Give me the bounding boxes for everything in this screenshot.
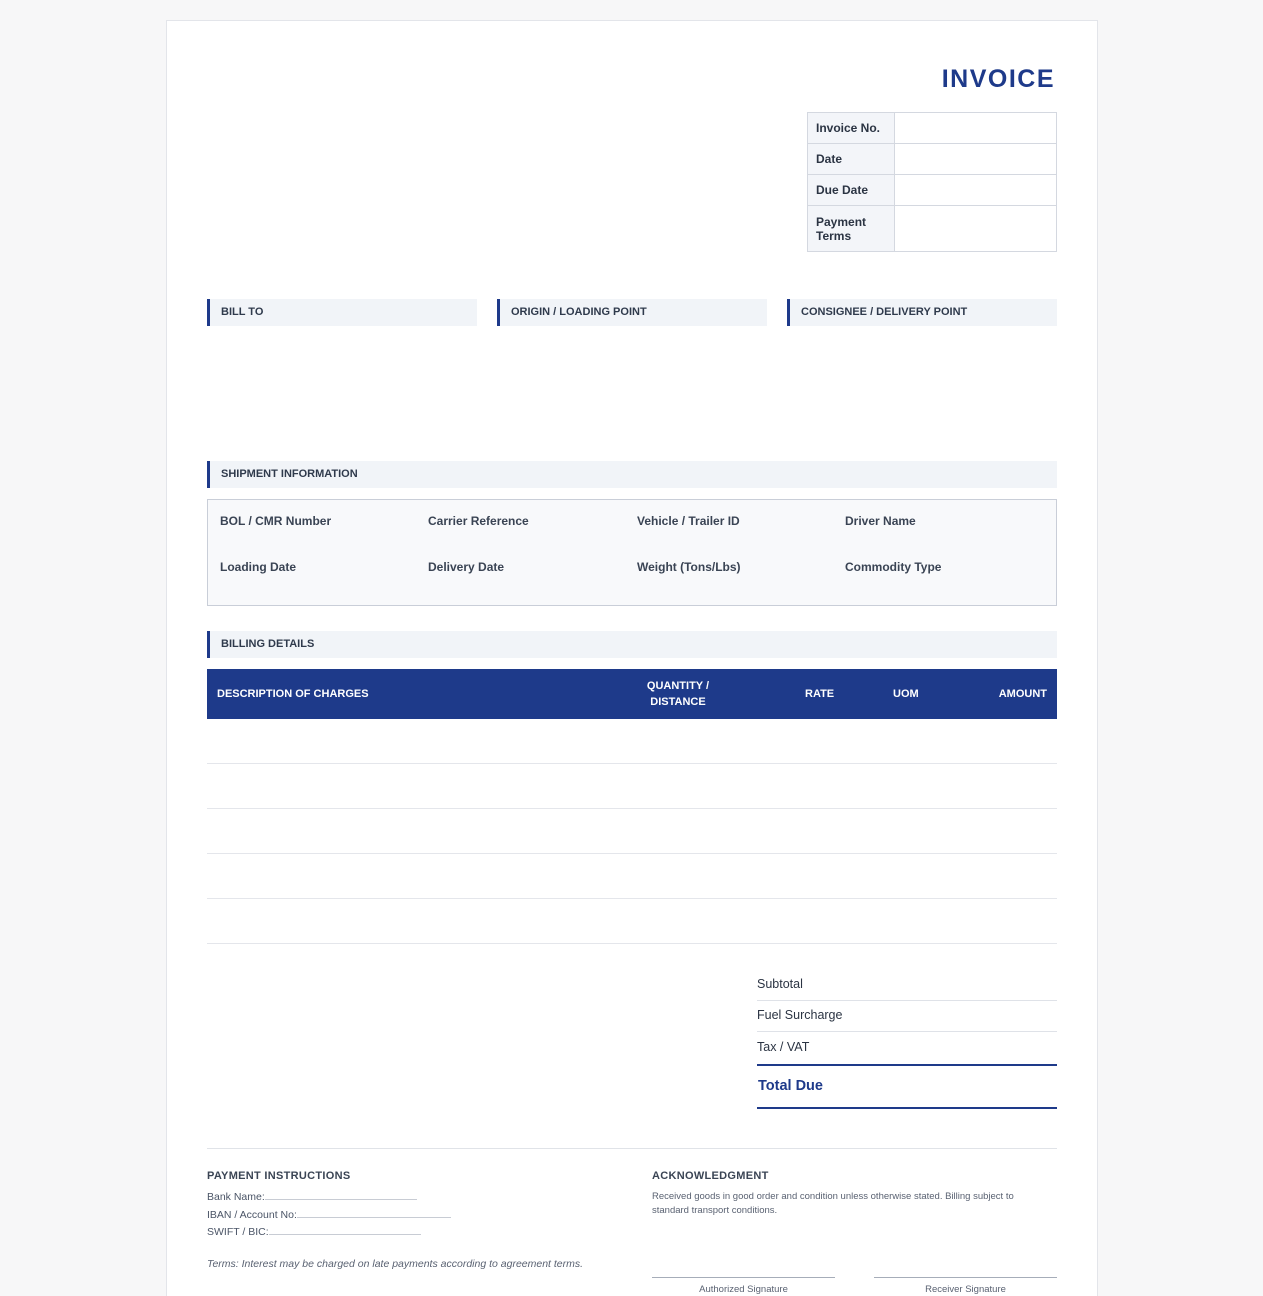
total-due-row [757,1064,1057,1109]
tax-row [757,1032,1057,1064]
swift-line [207,1226,421,1238]
subtotal-label: Subtotal [757,977,803,991]
invoice-page [166,20,1098,1296]
header-uom: UOM [893,688,919,700]
table-row[interactable] [207,899,1057,944]
swift-blank[interactable] [269,1226,421,1235]
authorized-signature-label: Authorized Signature [699,1284,788,1295]
charges-table-header [207,669,1057,719]
iban-line [207,1209,451,1221]
section-shipment-information: SHIPMENT INFORMATION [207,461,1057,488]
section-bill-to: BILL TO [207,299,477,326]
total-due-label: Total Due [758,1078,823,1094]
field-driver-name: Driver Name [845,514,916,528]
payment-instructions-heading: PAYMENT INSTRUCTIONS [207,1170,351,1182]
field-loading-date: Loading Date [220,560,297,574]
fuel-surcharge-label: Fuel Surcharge [757,1008,843,1022]
invoice-meta-table [807,112,1057,252]
bank-name-blank[interactable] [265,1191,417,1200]
invoice-title: INVOICE [941,65,1055,93]
tax-label: Tax / VAT [757,1040,810,1054]
header-quantity-distance [643,669,713,719]
field-delivery-date: Delivery Date [428,560,505,574]
header-quantity-line1: QUANTITY / [646,680,710,692]
acknowledgment-text: Received goods in good order and condition unless otherwise stated. Billing subject to standard transport conditions. [652,1191,1014,1216]
iban-blank[interactable] [297,1209,451,1218]
receiver-signature-line[interactable] [874,1277,1057,1295]
meta-value-invoice-no[interactable] [895,113,1057,144]
table-row[interactable] [207,809,1057,854]
field-carrier-reference: Carrier Reference [428,514,529,528]
meta-value-date[interactable] [895,144,1057,175]
table-row[interactable] [207,719,1057,764]
header-quantity-line2: DISTANCE [650,696,706,708]
meta-value-payment-terms[interactable] [895,206,1057,252]
meta-label-date: Date [808,144,895,175]
field-bol-cmr: BOL / CMR Number [220,514,332,528]
footer-divider [207,1148,1057,1149]
receiver-signature-label: Receiver Signature [925,1284,1006,1295]
field-vehicle-trailer-id: Vehicle / Trailer ID [637,514,740,528]
iban-label: IBAN / Account No: [207,1209,297,1221]
meta-label-invoice-no: Invoice No. [808,113,895,144]
section-consignee: CONSIGNEE / DELIVERY POINT [787,299,1057,326]
table-row[interactable] [207,854,1057,899]
shipment-info-box [207,499,1057,606]
section-origin: ORIGIN / LOADING POINT [497,299,767,326]
header-description: DESCRIPTION OF CHARGES [217,688,369,700]
section-billing-details: BILLING DETAILS [207,631,1057,658]
swift-label: SWIFT / BIC: [207,1226,269,1238]
field-weight: Weight (Tons/Lbs) [637,560,741,574]
fuel-surcharge-row [757,1001,1057,1032]
meta-label-payment-terms: Payment Terms [808,206,895,252]
field-commodity-type: Commodity Type [845,560,942,574]
meta-label-due-date: Due Date [808,175,895,206]
acknowledgment-heading: ACKNOWLEDGMENT [652,1170,769,1182]
header-amount: AMOUNT [998,688,1047,700]
authorized-signature-line[interactable] [652,1277,835,1295]
terms-note: Terms: Interest may be charged on late payments according to agreement terms. [207,1258,584,1270]
subtotal-row [757,969,1057,1001]
bank-name-label: Bank Name: [207,1191,265,1203]
meta-value-due-date[interactable] [895,175,1057,206]
header-rate: RATE [805,688,835,700]
table-row[interactable] [207,764,1057,809]
bank-name-line [207,1191,417,1203]
